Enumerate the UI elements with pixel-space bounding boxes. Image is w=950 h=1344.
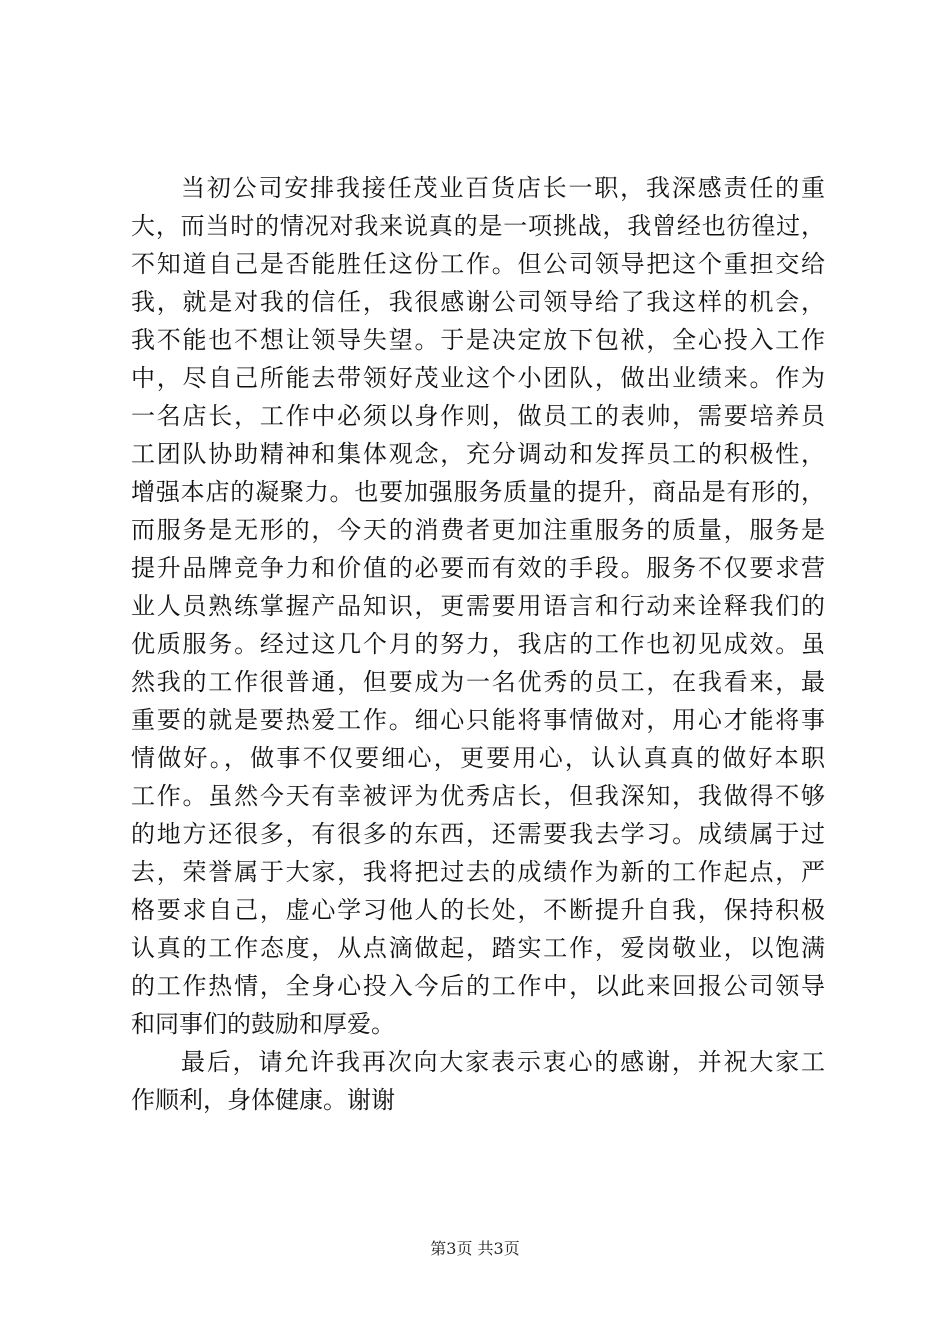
paragraph-1-line-22: 的工作热情，全身心投入今后的工作中，以此来回报公司领导 bbox=[131, 972, 825, 1000]
paragraph-1-line-21: 认真的工作态度，从点滴做起，踏实工作，爱岗敬业，以饱满 bbox=[131, 934, 825, 962]
paragraph-1-line-19: 去，荣誉属于大家，我将把过去的成绩作为新的工作起点，严 bbox=[131, 858, 825, 886]
paragraph-1-line-16: 情做好。，做事不仅要细心，更要用心，认认真真的做好本职 bbox=[131, 744, 825, 772]
paragraph-1-line-13: 优质服务。经过这几个月的努力，我店的工作也初见成效。虽 bbox=[131, 630, 825, 658]
paragraph-1-line-11: 提升品牌竞争力和价值的必要而有效的手段。服务不仅要求营 bbox=[131, 554, 825, 582]
paragraph-1-line-12: 业人员熟练掌握产品知识，更需要用语言和行动来诠释我们的 bbox=[131, 592, 825, 620]
paragraph-1-line-5: 我不能也不想让领导失望。于是决定放下包袱，全心投入工作 bbox=[131, 326, 825, 354]
paragraph-2-line-1: 最后，请允许我再次向大家表示衷心的感谢，并祝大家工 bbox=[181, 1048, 825, 1076]
paragraph-1-line-17: 工作。虽然今天有幸被评为优秀店长，但我深知，我做得不够 bbox=[131, 782, 825, 810]
paragraph-1-line-18: 的地方还很多，有很多的东西，还需要我去学习。成绩属于过 bbox=[131, 820, 825, 848]
paragraph-1-line-10: 而服务是无形的，今天的消费者更加注重服务的质量，服务是 bbox=[131, 516, 825, 544]
paragraph-1-line-7: 一名店长，工作中必须以身作则，做员工的表帅，需要培养员 bbox=[131, 402, 825, 430]
page-number-footer: 第3页 共3页 bbox=[430, 1239, 520, 1258]
paragraph-1-line-9: 增强本店的凝聚力。也要加强服务质量的提升，商品是有形的， bbox=[131, 478, 825, 506]
paragraph-1-line-1: 当初公司安排我接任茂业百货店长一职，我深感责任的重 bbox=[181, 174, 825, 202]
paragraph-1-line-3: 不知道自己是否能胜任这份工作。但公司领导把这个重担交给 bbox=[131, 250, 825, 278]
paragraph-1-line-4: 我，就是对我的信任，我很感谢公司领导给了我这样的机会， bbox=[131, 288, 825, 316]
paragraph-1-line-2: 大，而当时的情况对我来说真的是一项挑战，我曾经也彷徨过， bbox=[131, 212, 825, 240]
paragraph-1-line-23: 和同事们的鼓励和厚爱。 bbox=[131, 1010, 395, 1038]
paragraph-1-line-15: 重要的就是要热爱工作。细心只能将事情做对，用心才能将事 bbox=[131, 706, 825, 734]
paragraph-2-line-2: 作顺利，身体健康。谢谢 bbox=[131, 1086, 395, 1114]
paragraph-1-line-14: 然我的工作很普通，但要成为一名优秀的员工，在我看来，最 bbox=[131, 668, 825, 696]
paragraph-1-line-8: 工团队协助精神和集体观念，充分调动和发挥员工的积极性， bbox=[131, 440, 825, 468]
paragraph-1-line-20: 格要求自己，虚心学习他人的长处，不断提升自我，保持积极 bbox=[131, 896, 825, 924]
paragraph-1-line-6: 中，尽自己所能去带领好茂业这个小团队，做出业绩来。作为 bbox=[131, 364, 825, 392]
